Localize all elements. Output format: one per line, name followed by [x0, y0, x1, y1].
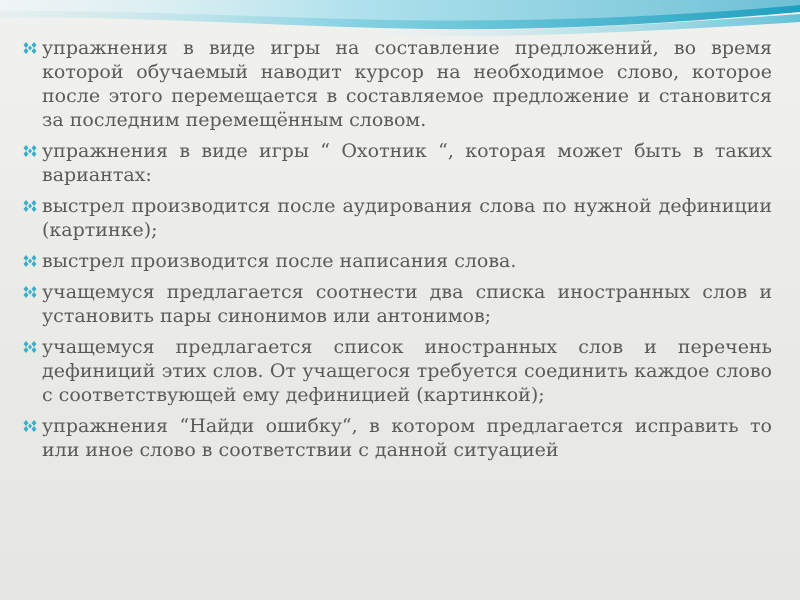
diamond-flower-icon — [22, 340, 38, 354]
diamond-flower-icon — [22, 254, 38, 268]
decorative-wave-header — [0, 0, 800, 40]
list-item — [22, 139, 772, 187]
list-item-text: выстрел производится после написания слова. — [42, 250, 517, 272]
bullet-list — [22, 36, 772, 469]
diamond-flower-icon — [22, 41, 38, 55]
list-item-text: упражнения “Найди ошибку“, в котором предлагается исправить то или иное слово в соответствии с данной ситуацией — [42, 415, 772, 461]
list-item-text: учащемуся предлагается список иностранных слов и перечень дефиниций этих слов. От учащегося требуется соединить каждое слово с соответствующей ему дефиницией (картинкой); — [42, 336, 772, 406]
list-item-text: упражнения в виде игры на составление предложений, во время которой обучаемый наводит курсор на необходимое слово, которое после этого перемещается в составляемое предложение и становится за последним перемещённым словом. — [42, 37, 772, 131]
list-item — [22, 194, 772, 242]
diamond-flower-icon — [22, 144, 38, 158]
list-item — [22, 280, 772, 328]
list-item-text: упражнения в виде игры “ Охотник “, которая может быть в таких вариантах: — [42, 140, 772, 186]
diamond-flower-icon — [22, 285, 38, 299]
diamond-flower-icon — [22, 199, 38, 213]
diamond-flower-icon — [22, 419, 38, 433]
list-item — [22, 414, 772, 462]
list-item-text: выстрел производится после аудирования слова по нужной дефиниции (картинке); — [42, 195, 772, 241]
list-item-text: учащемуся предлагается соотнести два списка иностранных слов и установить пары синонимов или антонимов; — [42, 281, 772, 327]
list-item — [22, 335, 772, 407]
list-item — [22, 36, 772, 132]
list-item — [22, 249, 772, 273]
